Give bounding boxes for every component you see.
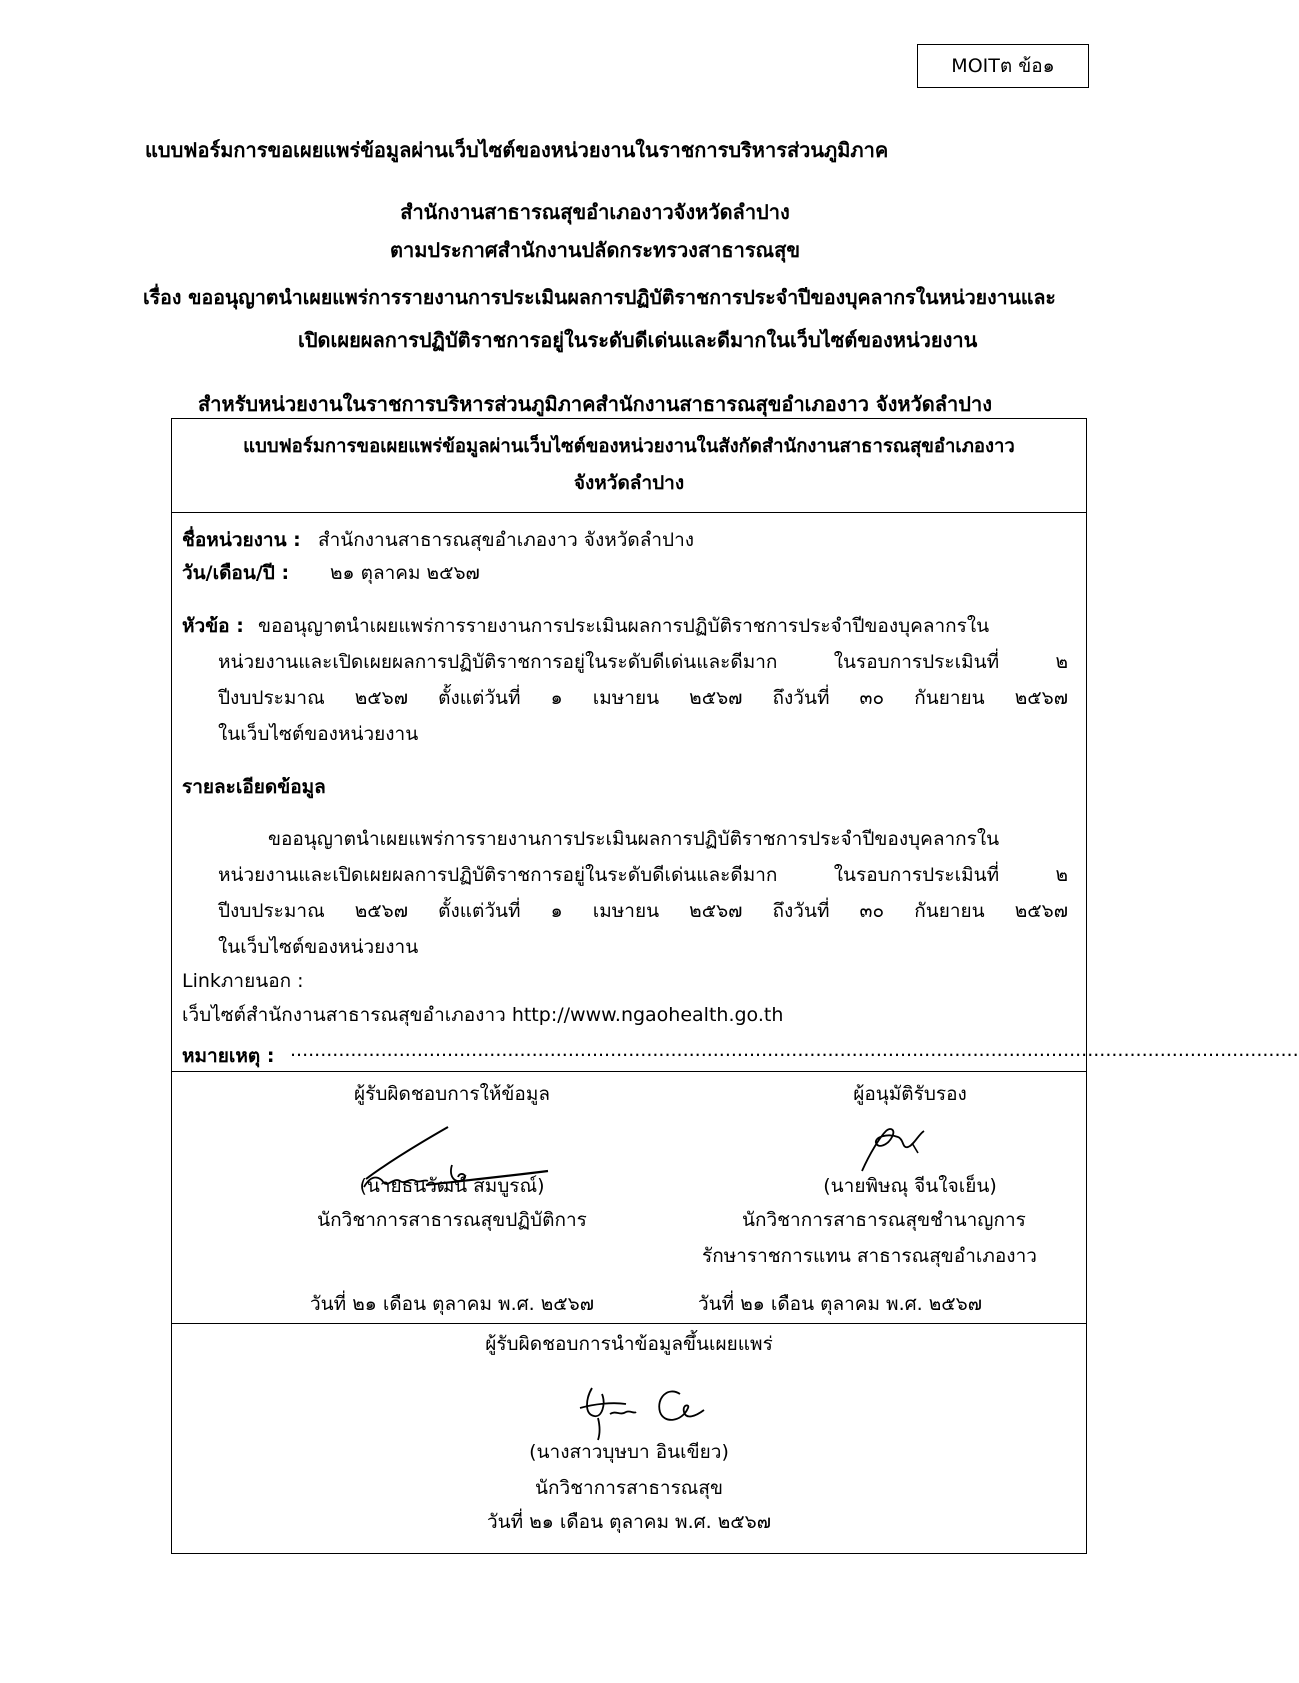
detail-line: หน่วยงานและเปิดเผยผลการปฏิบัติราชการอยู่ในระดับดีเด่นและดีมาก ในรอบการประเมินที่ ๒ <box>218 864 1068 886</box>
right-signer-name: (นายพิษณุ จีนใจเย็น) <box>823 1175 997 1197</box>
detail-label: รายละเอียดข้อมูล <box>182 776 326 798</box>
document-heading: แบบฟอร์มการขอเผยแพร่ข้อมูลผ่านเว็บไซต์ของหน่วยงานในราชการบริหารส่วนภูมิภาค <box>145 138 889 162</box>
subject-line-1: เรื่อง ขออนุญาตนำเผยแพร่การรายงานการประเมินผลการปฏิบัติราชการประจำปีของบุคลากรในหน่วยงานและ <box>143 286 1056 309</box>
detail-line: ปีงบประมาณ ๒๕๖๗ ตั้งแต่วันที่ ๑ เมษายน ๒๕๖๗ ถึงวันที่ ๓๐ กันยายน ๒๕๖๗ <box>218 900 1068 922</box>
topic-label: หัวข้อ : <box>182 615 244 637</box>
for-unit-line: สำหรับหน่วยงานในราชการบริหารส่วนภูมิภาคสำนักงานสาธารณสุขอำเภองาว จังหวัดลำปาง <box>198 392 992 416</box>
divider <box>172 1071 1086 1072</box>
external-link-label: Linkภายนอก : <box>182 970 304 992</box>
form-title-line-1: แบบฟอร์มการขอเผยแพร่ข้อมูลผ่านเว็บไซต์ของหน่วยงานในสังกัดสำนักงานสาธารณสุขอำเภองาว <box>243 436 1015 457</box>
left-signer-role: ผู้รับผิดชอบการให้ข้อมูล <box>354 1083 550 1105</box>
divider <box>172 512 1086 513</box>
subject-line-2: เปิดเผยผลการปฏิบัติราชการอยู่ในระดับดีเด่นและดีมากในเว็บไซต์ของหน่วยงาน <box>298 328 978 352</box>
right-signer-date: วันที่ ๒๑ เดือน ตุลาคม พ.ศ. ๒๕๖๗ <box>698 1293 982 1315</box>
topic-line: ในเว็บไซต์ของหน่วยงาน <box>218 723 419 745</box>
right-signer-role: ผู้อนุมัติรับรอง <box>853 1083 967 1105</box>
unit-label: ชื่อหน่วยงาน : <box>182 529 301 551</box>
note-dots: ....................................................................................................................................................................... <box>290 1039 1299 1061</box>
request-form <box>171 418 1299 1554</box>
publisher-date: วันที่ ๒๑ เดือน ตุลาคม พ.ศ. ๒๕๖๗ <box>487 1511 771 1533</box>
topic-line: ปีงบประมาณ ๒๕๖๗ ตั้งแต่วันที่ ๑ เมษายน ๒๕๖๗ ถึงวันที่ ๓๐ กันยายน ๒๕๖๗ <box>218 687 1068 709</box>
left-signer-name: (นายธนวัฒน์ สมบูรณ์) <box>359 1175 545 1197</box>
left-signer-position: นักวิชาการสาธารณสุขปฏิบัติการ <box>317 1209 587 1231</box>
topic-line: ขออนุญาตนำเผยแพร่การรายงานการประเมินผลการปฏิบัติราชการประจำปีของบุคลากรใน <box>258 615 990 637</box>
note-label: หมายเหตุ : <box>182 1045 275 1067</box>
right-signature-image <box>852 1119 942 1179</box>
publisher-name: (นางสาวบุษบา อินเขียว) <box>529 1441 729 1463</box>
divider <box>172 1323 1086 1324</box>
date-label: วัน/เดือน/ปี : <box>182 562 290 584</box>
left-signer-date: วันที่ ๒๑ เดือน ตุลาคม พ.ศ. ๒๕๖๗ <box>310 1293 594 1315</box>
right-signer-acting: รักษาราชการแทน สาธารณสุขอำเภองาว <box>702 1245 1037 1267</box>
form-title-line-2: จังหวัดลำปาง <box>573 472 685 494</box>
detail-line: ขออนุญาตนำเผยแพร่การรายงานการประเมินผลการปฏิบัติราชการประจำปีของบุคลากรใน <box>268 828 1000 850</box>
office-name: สำนักงานสาธารณสุขอำเภองาวจังหวัดลำปาง <box>400 200 790 224</box>
date-value: ๒๑ ตุลาคม ๒๕๖๗ <box>330 562 480 584</box>
external-link[interactable]: เว็บไซต์สำนักงานสาธารณสุขอำเภองาว http://www.ngaohealth.go.th <box>182 1004 784 1026</box>
publisher-role: ผู้รับผิดชอบการนำข้อมูลขึ้นเผยแพร่ <box>485 1333 773 1355</box>
right-signer-position: นักวิชาการสาธารณสุขชำนาญการ <box>742 1209 1026 1231</box>
unit-value: สำนักงานสาธารณสุขอำเภองาว จังหวัดลำปาง <box>318 529 695 551</box>
detail-line: ในเว็บไซต์ของหน่วยงาน <box>218 936 419 958</box>
publisher-signature-image <box>572 1374 722 1444</box>
topic-line: หน่วยงานและเปิดเผยผลการปฏิบัติราชการอยู่ในระดับดีเด่นและดีมาก ในรอบการประเมินที่ ๒ <box>218 651 1068 673</box>
announcement-line: ตามประกาศสำนักงานปลัดกระทรวงสาธารณสุข <box>389 238 800 262</box>
form-code-badge: MOITต ข้อ๑ <box>917 44 1089 88</box>
publisher-position: นักวิชาการสาธารณสุข <box>534 1477 724 1499</box>
